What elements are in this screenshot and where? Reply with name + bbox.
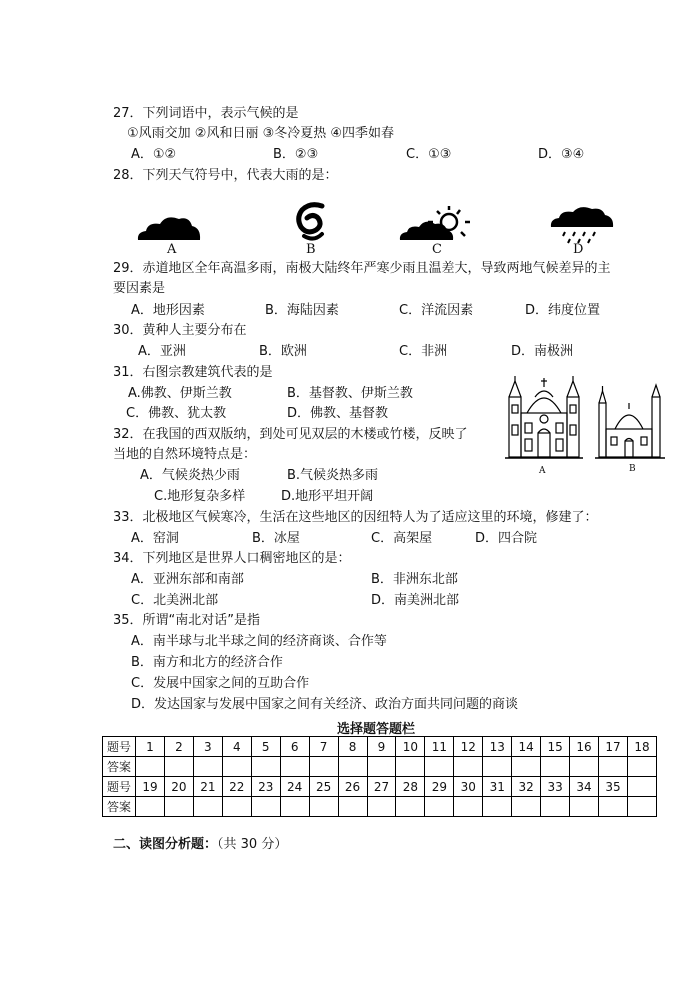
q28-label-c: C (432, 242, 442, 257)
q30-option-b: B．欧洲 (259, 344, 307, 359)
answer-cell[interactable] (367, 757, 396, 777)
q28-label-d: D (573, 242, 584, 257)
question-number: 17 (599, 737, 628, 757)
question-number: 26 (338, 777, 367, 797)
question-number: 23 (251, 777, 280, 797)
question-number: 33 (541, 777, 570, 797)
q28-label-a: A (167, 242, 177, 257)
answer-table-title: 选择题答题栏 (337, 722, 416, 737)
answer-cell[interactable] (627, 797, 656, 817)
q27-option-c: C．①③ (406, 147, 452, 162)
cathedral-illustration (505, 375, 583, 460)
q31-option-a: A.佛教、伊斯兰教 (128, 386, 232, 401)
question-number: 11 (425, 737, 454, 757)
heavy-rain-icon (547, 205, 617, 245)
q32-option-a: A．气候炎热少雨 (140, 468, 240, 483)
question-number: 22 (222, 777, 251, 797)
q32-stem-line2: 当地的自然环境特点是： (113, 447, 257, 462)
question-number: 32 (512, 777, 541, 797)
question-number: 27 (367, 777, 396, 797)
question-number: 31 (483, 777, 512, 797)
question-number: 30 (454, 777, 483, 797)
answer-cell[interactable] (193, 797, 222, 817)
partly-cloudy-icon (397, 204, 479, 244)
row-label: 题号 (103, 737, 136, 757)
question-number: 12 (454, 737, 483, 757)
answer-cell[interactable] (338, 797, 367, 817)
answer-cell[interactable] (367, 797, 396, 817)
answer-cell[interactable] (570, 797, 599, 817)
question-number: 20 (164, 777, 193, 797)
answer-cell[interactable] (425, 797, 454, 817)
q33-option-d: D．四合院 (475, 531, 538, 546)
question-number: 15 (541, 737, 570, 757)
answer-cell[interactable] (136, 797, 165, 817)
answer-cell[interactable] (193, 757, 222, 777)
answer-cell[interactable] (483, 757, 512, 777)
question-number: 28 (396, 777, 425, 797)
q33-option-a: A．窑洞 (131, 531, 179, 546)
q34-option-a: A．亚洲东部和南部 (131, 572, 244, 587)
answer-cell[interactable] (280, 797, 309, 817)
question-number: 35 (599, 777, 628, 797)
answer-cell[interactable] (483, 797, 512, 817)
q35-option-c: C．发展中国家之间的互助合作 (131, 676, 310, 691)
q32-stem-line1: 32．在我国的西双版纳，到处可见双层的木楼或竹楼，反映了 (113, 427, 468, 442)
question-number: 8 (338, 737, 367, 757)
q34-option-b: B．非洲东北部 (371, 572, 458, 587)
answer-cell[interactable] (164, 757, 193, 777)
question-number: 16 (570, 737, 599, 757)
answer-cell[interactable] (541, 757, 570, 777)
q31-stem: 31．右图宗教建筑代表的是 (113, 365, 273, 380)
q31-option-d: D．佛教、基督教 (287, 406, 389, 421)
q29-stem-line2: 要因素是 (113, 281, 166, 296)
answer-cell[interactable] (512, 797, 541, 817)
q35-option-a: A．南半球与北半球之间的经济商谈、合作等 (131, 634, 387, 649)
answer-cell[interactable] (541, 797, 570, 817)
section2-title: 二、读图分析题： (113, 837, 218, 852)
q29-option-b: B．海陆因素 (265, 303, 339, 318)
q32-option-d: D.地形平坦开阔 (281, 489, 374, 504)
q30-stem: 30．黄种人主要分布在 (113, 323, 247, 338)
question-number: 3 (193, 737, 222, 757)
table-row (103, 757, 657, 777)
answer-cell[interactable] (309, 757, 338, 777)
q35-option-d: D．发达国家与发展中国家之间有关经济、政治方面共同问题的商谈 (131, 697, 519, 712)
q31-fig-label-a: A (539, 466, 546, 476)
answer-cell[interactable] (251, 797, 280, 817)
q29-stem-line1: 29．赤道地区全年高温多雨，南极大陆终年严寒少雨且温差大，导致两地气候差异的主 (113, 261, 611, 276)
answer-cell[interactable] (627, 757, 656, 777)
question-number: 10 (396, 737, 425, 757)
q29-option-d: D．纬度位置 (525, 303, 601, 318)
q28-stem: 28．下列天气符号中，代表大雨的是： (113, 168, 338, 183)
question-number: 7 (309, 737, 338, 757)
q29-option-a: A．地形因素 (131, 303, 205, 318)
answer-cell[interactable] (512, 757, 541, 777)
question-number: 5 (251, 737, 280, 757)
answer-cell[interactable] (280, 757, 309, 777)
q32-option-c: C.地形复杂多样 (154, 489, 246, 504)
typhoon-icon (292, 200, 332, 244)
q27-option-a: A．①② (131, 147, 177, 162)
q34-option-c: C．北美洲北部 (131, 593, 219, 608)
section2-score: （共 30 分） (217, 837, 288, 852)
q35-option-b: B．南方和北方的经济合作 (131, 655, 283, 670)
question-number: 24 (280, 777, 309, 797)
table-row (103, 737, 657, 757)
answer-cell[interactable] (222, 797, 251, 817)
q34-option-d: D．南美洲北部 (371, 593, 460, 608)
answer-cell[interactable] (338, 757, 367, 777)
q31-fig-label-b: B (629, 464, 636, 474)
q30-option-a: A．亚洲 (138, 344, 186, 359)
answer-cell[interactable] (396, 797, 425, 817)
answer-table (102, 736, 657, 817)
question-number: 21 (193, 777, 222, 797)
question-number: 29 (425, 777, 454, 797)
row-label: 题号 (103, 777, 136, 797)
question-number: 19 (136, 777, 165, 797)
answer-cell[interactable] (570, 757, 599, 777)
answer-cell[interactable] (309, 797, 338, 817)
q29-option-c: C．洋流因素 (399, 303, 474, 318)
q32-option-b: B.气候炎热多雨 (287, 468, 379, 483)
question-number: 34 (570, 777, 599, 797)
answer-cell[interactable] (599, 797, 628, 817)
q33-option-b: B．冰屋 (252, 531, 300, 546)
question-number: 18 (627, 737, 656, 757)
answer-cell[interactable] (599, 757, 628, 777)
row-label: 答案 (103, 757, 136, 777)
answer-cell[interactable] (396, 757, 425, 777)
q27-stem: 27．下列词语中，表示气候的是 (113, 106, 299, 121)
answer-cell[interactable] (454, 797, 483, 817)
q28-label-b: B (306, 242, 316, 257)
q33-stem: 33．北极地区气候寒冷，生活在这些地区的因纽特人为了适应这里的环境，修建了： (113, 510, 598, 525)
q33-option-c: C．高架屋 (371, 531, 433, 546)
section2-heading (113, 833, 287, 852)
q31-option-b: B．基督教、伊斯兰教 (287, 386, 413, 401)
question-number: 25 (309, 777, 338, 797)
answer-cell[interactable] (222, 757, 251, 777)
q30-option-c: C．非洲 (399, 344, 448, 359)
q27-option-d: D．③④ (538, 147, 585, 162)
answer-cell[interactable] (425, 757, 454, 777)
answer-cell[interactable] (251, 757, 280, 777)
question-number: 2 (164, 737, 193, 757)
mosque-illustration (595, 383, 665, 461)
question-number: 6 (280, 737, 309, 757)
question-number: 14 (512, 737, 541, 757)
answer-cell[interactable] (454, 757, 483, 777)
q27-items: ①风雨交加 ②风和日丽 ③冬冷夏热 ④四季如春 (127, 126, 395, 141)
question-number: 9 (367, 737, 396, 757)
q34-stem: 34．下列地区是世界人口稠密地区的是： (113, 551, 351, 566)
question-number: 13 (483, 737, 512, 757)
cloud-icon (134, 210, 204, 244)
question-number (627, 777, 656, 797)
answer-cell[interactable] (164, 797, 193, 817)
table-row (103, 797, 657, 817)
table-row (103, 777, 657, 797)
q30-option-d: D．南极洲 (511, 344, 574, 359)
q31-option-c: C．佛教、犹太教 (126, 406, 227, 421)
q27-option-b: B．②③ (273, 147, 319, 162)
q35-stem: 35．所谓“南北对话”是指 (113, 613, 261, 628)
answer-cell[interactable] (136, 757, 165, 777)
row-label: 答案 (103, 797, 136, 817)
question-number: 4 (222, 737, 251, 757)
question-number: 1 (136, 737, 165, 757)
